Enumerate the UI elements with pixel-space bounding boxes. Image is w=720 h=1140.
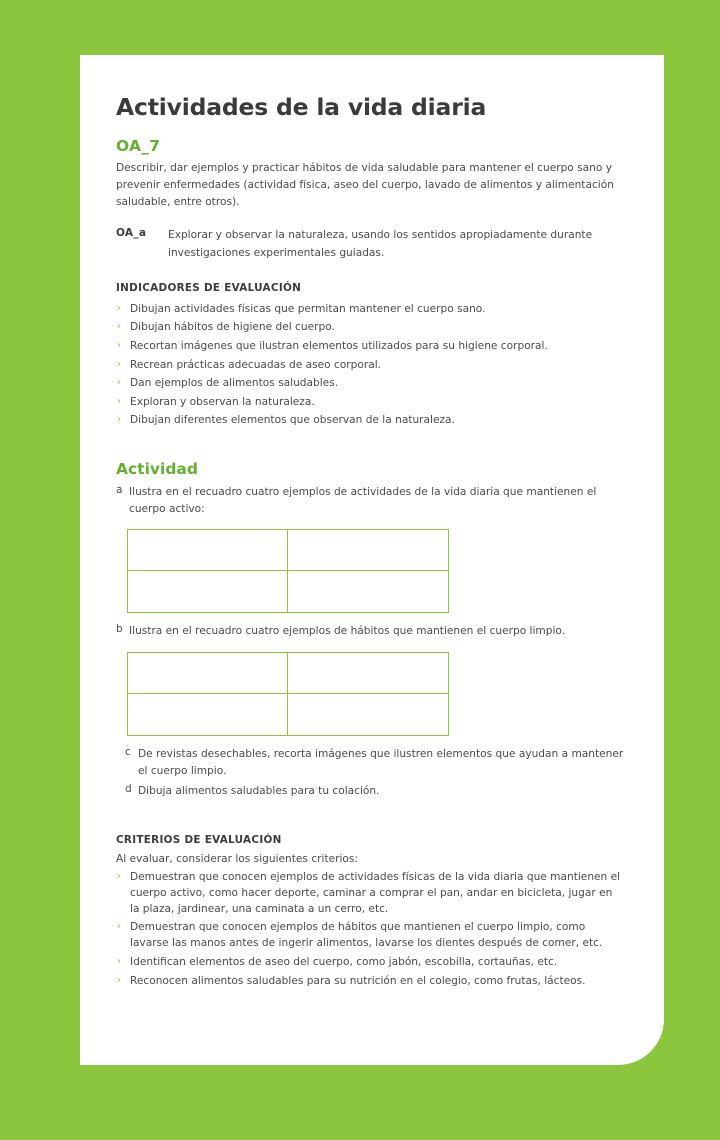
chevron-right-icon: › — [117, 302, 121, 314]
drawing-cell[interactable] — [288, 530, 448, 571]
drawing-cell[interactable] — [128, 571, 288, 612]
list-item-text: Demuestran que conocen ejemplos de hábitos que mantienen el cuerpo limpio, como lavarse las manos antes de ingerir alimentos, lavarse los dientes después de comer, etc. — [130, 921, 603, 950]
list-item — [116, 973, 624, 989]
list-item-text: Reconocen alimentos saludables para su nutrición en el colegio, como frutas, lácteos. — [130, 974, 586, 987]
chevron-right-icon: › — [117, 921, 121, 933]
chevron-right-icon: › — [117, 956, 121, 967]
activity-item-b — [116, 623, 624, 640]
list-item-text: Dibujan diferentes elementos que observan de la naturaleza. — [130, 414, 455, 427]
activity-item-text: De revistas desechables, recorta imágenes que ilustren elementos que ayudan a mantener el cuerpo limpio. — [138, 747, 624, 777]
drawing-cell[interactable] — [128, 530, 288, 571]
list-item — [116, 954, 624, 970]
indicators-list — [116, 301, 624, 429]
oa-description: Describir, dar ejemplos y practicar hábitos de vida saludable para mantener el cuerpo sano y prevenir enfermedades (actividad física, aseo del cuerpo, lavado de alimentos y alimentación saludable, entre otros). — [116, 162, 614, 209]
chevron-right-icon: › — [117, 377, 121, 389]
list-item — [116, 394, 624, 410]
list-item — [116, 357, 624, 373]
activity-list — [116, 484, 624, 799]
activity-item-letter: a — [116, 484, 123, 497]
list-item-text: Dibujan hábitos de higiene del cuerpo. — [130, 321, 335, 334]
list-item — [116, 869, 624, 917]
list-item-text: Identifican elementos de aseo del cuerpo, como jabón, escobilla, cortauñas, etc. — [130, 956, 558, 968]
activity-item-letter: d — [125, 783, 132, 796]
list-item — [116, 338, 624, 354]
document-page — [80, 55, 664, 1065]
chevron-right-icon: › — [117, 358, 121, 370]
oa-code: OA_7 — [116, 137, 161, 155]
oa-sub-objective — [116, 227, 624, 261]
list-item-text: Dan ejemplos de alimentos saludables. — [130, 377, 339, 390]
indicators-heading: INDICADORES DE EVALUACIÓN — [116, 281, 302, 294]
chevron-right-icon: › — [117, 974, 121, 986]
drawing-cell[interactable] — [288, 571, 448, 612]
criteria-section — [116, 834, 624, 989]
activity-item-d — [116, 783, 624, 800]
list-item — [116, 375, 624, 391]
activity-item-c — [116, 746, 624, 779]
drawing-cell[interactable] — [128, 653, 288, 694]
list-item-text: Exploran y observan la naturaleza. — [130, 395, 315, 408]
criteria-intro: Al evaluar, considerar los siguientes criterios: — [116, 852, 358, 865]
chevron-right-icon: › — [117, 321, 121, 333]
list-item — [116, 919, 624, 951]
drawing-cell[interactable] — [288, 653, 448, 694]
activity-item-text: Ilustra en el recuadro cuatro ejemplos de hábitos que mantienen el cuerpo limpio. — [129, 625, 566, 638]
activity-item-text: Ilustra en el recuadro cuatro ejemplos de actividades de la vida diaria que mantienen el cuerpo activo: — [129, 486, 597, 515]
list-item — [116, 412, 624, 428]
oa-sub-code: OA_a — [116, 227, 147, 240]
chevron-right-icon: › — [117, 414, 121, 426]
page-title: Actividades de la vida diaria — [116, 93, 487, 121]
list-item — [116, 301, 624, 317]
activity-item-letter: c — [125, 745, 131, 758]
activity-item-a — [116, 484, 624, 517]
list-item-text: Demuestran que conocen ejemplos de actividades físicas de la vida diaria que mantienen el cuerpo activo, como hacer deporte, caminar a comprar el pan, andar en bicicleta, jugar en la plaza, jardinear, una caminata a un cerro, etc. — [130, 870, 621, 915]
list-item-text: Dibujan actividades físicas que permitan mantener el cuerpo sano. — [130, 302, 486, 315]
chevron-right-icon: › — [117, 339, 121, 351]
activity-item-text: Dibuja alimentos saludables para tu colación. — [138, 785, 380, 798]
list-item — [116, 319, 624, 335]
drawing-cell[interactable] — [128, 694, 288, 735]
drawing-grid-a[interactable] — [127, 529, 449, 613]
criteria-list — [116, 869, 624, 989]
chevron-right-icon: › — [117, 395, 121, 407]
chevron-right-icon: › — [117, 870, 121, 882]
drawing-cell[interactable] — [288, 694, 448, 735]
list-item-text: Recortan imágenes que ilustran elementos utilizados para su higiene corporal. — [130, 339, 548, 352]
oa-sub-description: Explorar y observar la naturaleza, usando los sentidos apropiadamente durante investigaciones experimentales guiadas. — [168, 229, 593, 259]
drawing-grid-b[interactable] — [127, 652, 449, 736]
activity-item-letter: b — [116, 623, 123, 636]
criteria-heading: CRITERIOS DE EVALUACIÓN — [116, 833, 282, 846]
activity-heading: Actividad — [116, 460, 198, 479]
list-item-text: Recrean prácticas adecuadas de aseo corporal. — [130, 358, 382, 371]
